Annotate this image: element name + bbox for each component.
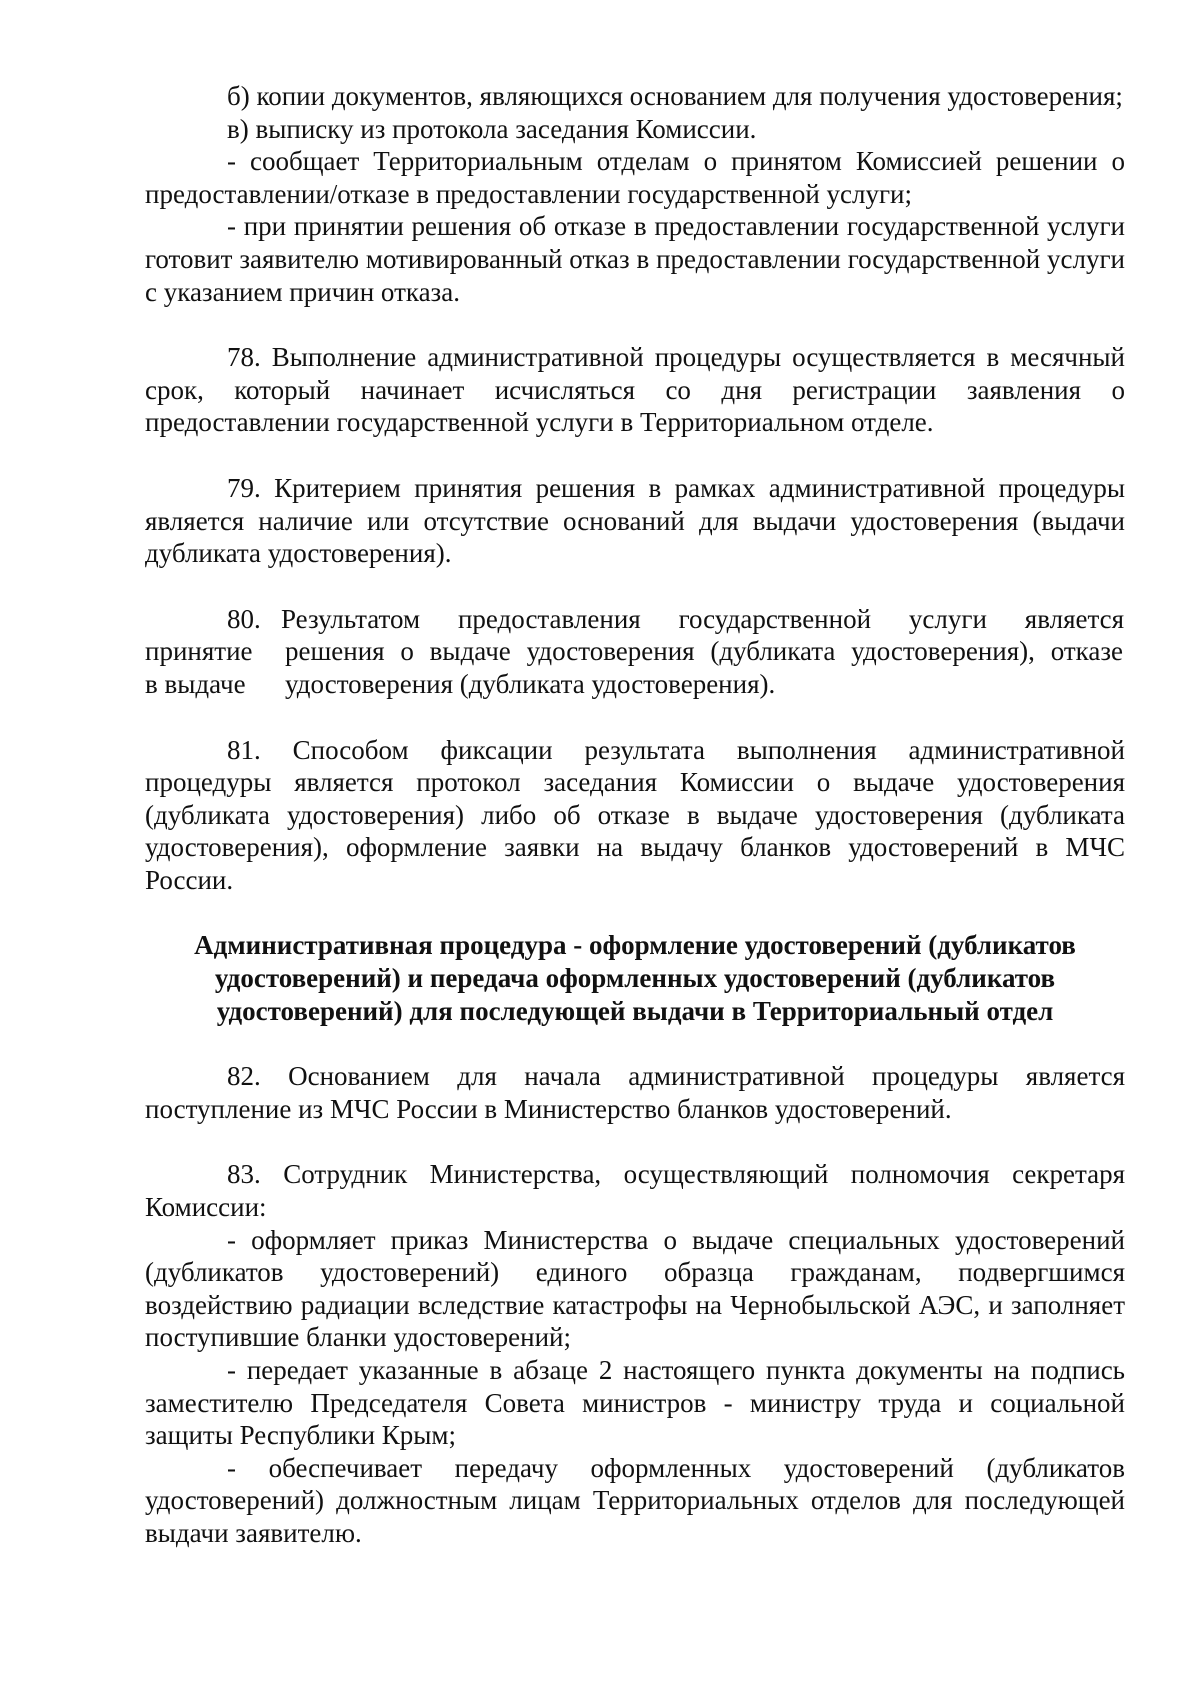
section-heading [145,929,1125,1027]
section-heading-line-2: удостоверений) и передача оформленных удостоверений (дубликатов [214,963,1056,994]
paragraph-80-line-3 [145,668,1125,701]
section-heading-line-1: Административная процедура - оформление удостоверений (дубликатов [194,930,1076,961]
paragraph-item-b: б) копии документов, являющихся основанием для получения удостоверения; [227,81,1123,111]
paragraph-refusal-prepare: - при принятии решения об отказе в предоставлении государственной услуги готовит заявителю мотивированный отказ в предоставлении государственной услуги с указанием причин отказа. [145,211,1125,307]
paragraph-81: 81. Способом фиксации результата выполнения административной процедуры является протокол заседания Комиссии о выдаче удостоверения (дубликата удостоверения) либо об отказе в выдаче удостоверения (дубликата удостоверения), оформление заявки на выдачу бланков удостоверений в МЧС России. [145,734,1125,895]
paragraph-80-text-1: Результатом предоставления государственной услуги является [281,603,1124,634]
paragraph-80-label-3: в выдаче [145,668,246,699]
paragraph-83-transfer: - обеспечивает передачу оформленных удостоверений (дубликатов удостоверений) должностным лицам Территориальных отделов для последующей выдачи заявителю. [145,1452,1125,1548]
paragraph-80-line-2 [145,635,1125,668]
paragraph-80-label-2: принятие [145,636,253,667]
paragraph-79: 79. Критерием принятия решения в рамках административной процедуры является наличие или отсутствие оснований для выдачи удостоверения (выдачи дубликата удостоверения). [145,472,1125,569]
paragraph-83: 83. Сотрудник Министерства, осуществляющий полномочия секретаря Комиссии: [145,1159,1125,1223]
paragraph-notify-territorial: - сообщает Территориальным отделам о принятом Комиссией решении о предоставлении/отказе в предоставлении государственной услуги; [145,146,1125,209]
paragraph-83-order: - оформляет приказ Министерства о выдаче специальных удостоверений (дубликатов удостоверений) единого образца гражданам, подвергшимся воздействию радиации вследствие катастрофы на Чернобыльской АЭС, и заполняет поступившие бланки удостоверений; [145,1224,1125,1353]
paragraph-item-v: в) выписку из протокола заседания Комиссии. [227,113,757,144]
paragraph-83-signature: - передает указанные в абзаце 2 настоящего пункта документы на подпись заместителю Председателя Совета министров - министру труда и социальной защиты Республики Крым; [145,1355,1125,1451]
paragraph-80-text-3: удостоверения (дубликата удостоверения). [285,668,776,699]
paragraph-80 [145,603,1125,701]
paragraph-82: 82. Основанием для начала административной процедуры является поступление из МЧС России в Министерство бланков удостоверений. [145,1061,1125,1124]
paragraph-80-number: 80. [227,603,261,634]
paragraph-78: 78. Выполнение административной процедуры осуществляется в месячный срок, который начинает исчисляться со дня регистрации заявления о предоставлении государственной услуги в Территориальном отделе. [145,342,1125,438]
paragraph-80-text-2: решения о выдаче удостоверения (дубликата удостоверения), отказе [285,636,1123,667]
section-heading-line-3: удостоверений) для последующей выдачи в Территориальный отдел [216,995,1054,1026]
document-body [145,80,1125,1550]
paragraph-80-line-1 [145,603,1125,636]
